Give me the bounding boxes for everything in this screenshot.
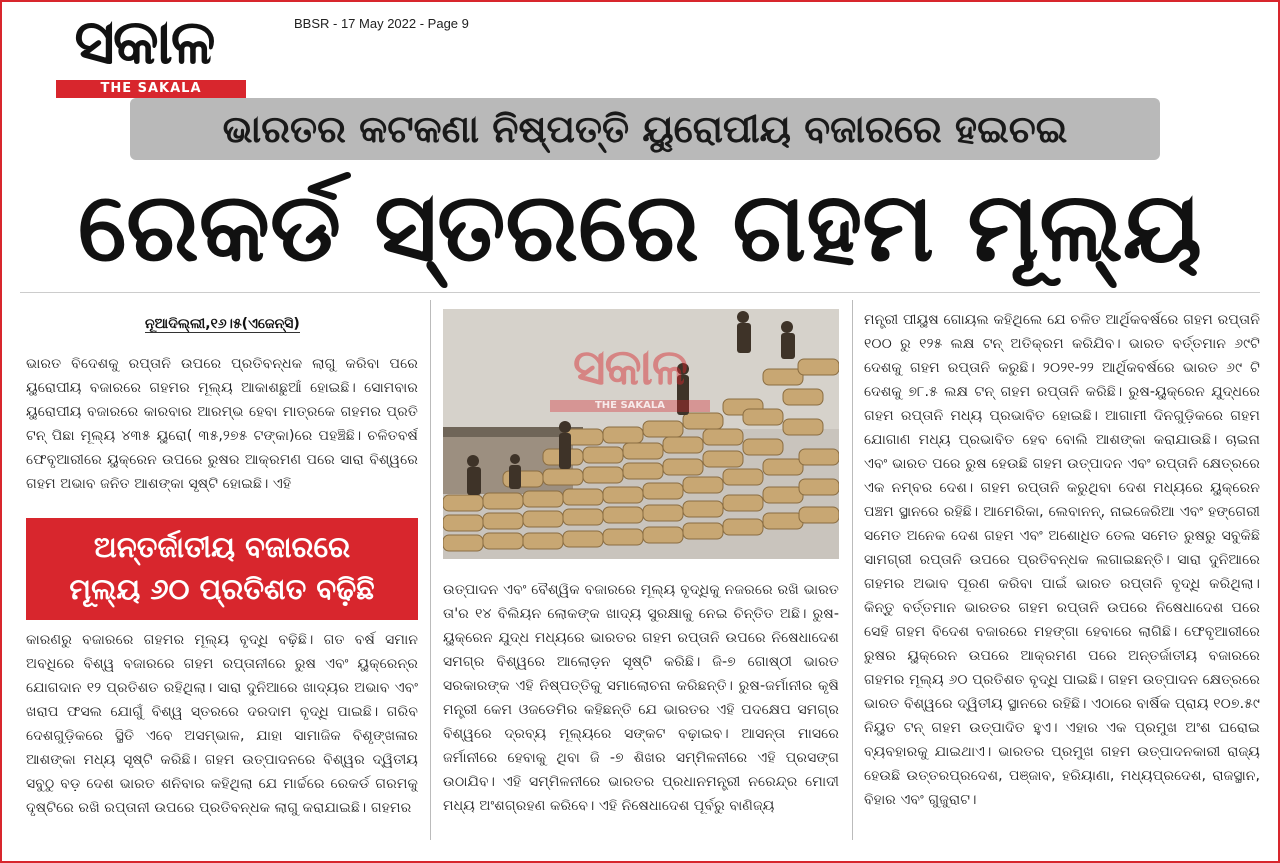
photo-watermark: ସକାଳ bbox=[572, 338, 688, 396]
column-1-top bbox=[26, 352, 418, 512]
sakala-logo bbox=[4, 4, 284, 96]
kicker-banner bbox=[130, 98, 1160, 160]
main-headline: ରେକର୍ଡ ସ୍ତରରେ ଗହମ ମୂଲ୍ୟ bbox=[78, 171, 1202, 283]
highlight-line-1: ଅନ୍ତର୍ଜାତୀୟ ବଜାରରେ bbox=[93, 530, 351, 564]
logo-wordmark: ସକାଳ bbox=[74, 5, 214, 78]
headline-rule bbox=[20, 292, 1260, 293]
column-1-top-text: ଭାରତ ବିଦେଶକୁ ରପ୍ତାନି ଉପରେ ପ୍ରତିବନ୍ଧକ ଲାଗୁ କରିବା ପରେ ୟୁରୋପୀୟ ବଜାରରେ ଗହମର ମୂଲ୍ୟ ଆକାଶଛୁଆଁ ହୋଇଛି। ସୋମବାର ୟୁରୋପୀୟ ବଜାରରେ କାରବାର ଆରମ୍ଭ ହେବା ମାତ୍ରକେ ଗହମର ପ୍ରତି ଟନ୍ ପିଛା ମୂଲ୍ୟ ୪୩୫ ୟୁରୋ( ୩୫,୨୭୫ ଟଙ୍କା)ରେ ପହଞ୍ଚିଛି। ଚଳିତବର୍ଷ ଫେବୃଆରୀରେ ୟୁକ୍ରେନ ଉପରେ ରୁଷର ଆକ୍ରମଣ ପରେ ସାରା ବିଶ୍ୱରେ ଗହମ ଅଭାବ ଜନିତ ଆଶଙ୍କା ସୃଷ୍ଟି ହୋଇଛି। ଏହି bbox=[26, 356, 418, 492]
column-2 bbox=[443, 578, 839, 842]
column-3 bbox=[864, 308, 1260, 844]
highlight-line-2: ମୂଲ୍ୟ ୬୦ ପ୍ରତିଶତ ବଢ଼ିଛି bbox=[69, 572, 375, 606]
column-divider-2 bbox=[852, 300, 853, 840]
column-1-bottom-text: କାରଣରୁ ବଜାରରେ ଗହମର ମୂଲ୍ୟ ବୃଦ୍ଧି ବଢ଼ିଛି। ଗତ ବର୍ଷ ସମାନ ଅବଧିରେ ବିଶ୍ୱ ବଜାରରେ ଗହମ ରପ୍ତାନୀରେ ରୁଷ ଏବଂ ୟୁକ୍ରେନ୍‌ର ଯୋଗଦାନ ୧୨ ପ୍ରତିଶତ ରହିଥିଲା। ସାରା ଦୁନିଆରେ ଖାଦ୍ୟର ଅଭାବ ଏବଂ ଖରାପ ଫସଲ ଯୋଗୁଁ ବିଶ୍ୱ ସ୍ତରରେ ଦରଦାମ ବୃଦ୍ଧି ପାଇଛି। ଗରିବ ଦେଶଗୁଡ଼ିକରେ ସ୍ଥିତି ଏବେ ଅସମ୍ଭାଳ, ଯାହା ସାମାଜିକ ବିଶୃଙ୍ଖଳାର ଆଶଙ୍କା ମଧ୍ୟ ସୃଷ୍ଟି କରିଛି। ଗହମ ଉତ୍ପାଦନରେ ବିଶ୍ୱର ଦ୍ୱିତୀୟ ସବୁଠୁ ବଡ଼ ଦେଶ ଭାରତ ଶନିବାର କହିଥିଲା ଯେ ମାର୍ଚ୍ଚରେ ରେକର୍ଡ ଗରମକୁ ଦୃଷ୍ଟିରେ ରଖି ରପ୍ତାନୀ ଉପରେ ପ୍ରତିବନ୍ଧକ ଲାଗୁ କରାଯାଇଛି। ଗହମର bbox=[26, 632, 418, 816]
edition-dateline: BBSR - 17 May 2022 - Page 9 bbox=[294, 16, 469, 31]
column-2-text: ଉତ୍ପାଦନ ଏବଂ ବୈଶ୍ୱିକ ବଜାରରେ ମୂଲ୍ୟ ବୃଦ୍ଧିକୁ ନଜରରେ ରଖି ଭାରତ ତା'ର ୧୪ ବିଲିୟନ ଲୋକଙ୍କ ଖାଦ୍ୟ ସୁରକ୍ଷାକୁ ନେଇ ଚିନ୍ତିତ ଅଛି। ରୁଷ-ୟୁକ୍ରେନ ଯୁଦ୍ଧ ମଧ୍ୟରେ ଭାରତର ଗହମ ରପ୍ତାନି ଉପରେ ନିଷେଧାଦେଶ ସମଗ୍ର ବିଶ୍ୱରେ ଆଲୋଡ଼ନ ସୃଷ୍ଟି କରିଛି। ଜି-୭ ଗୋଷ୍ଠୀ ଭାରତ ସରକାରଙ୍କ ଏହି ନିଷ୍ପତ୍ତିକୁ ସମାଲୋଚନା କରିଛନ୍ତି। ରୁଷ-ଜର୍ମାନୀର କୃଷି ମନ୍ତ୍ରୀ କେମ ଓଜଡେମିର କହିଛନ୍ତି ଯେ ଭାରତର ଏହି ପଦକ୍ଷେପ ସମଗ୍ର ବିଶ୍ୱରେ ଦ୍ରବ୍ୟ ମୂଲ୍ୟରେ ସଙ୍କଟ ବଢ଼ାଇବ। ଆସନ୍ତା ମାସରେ ଜର୍ମାନୀରେ ହେବାକୁ ଥିବା ଜି -୭ ଶିଖର ସମ୍ମିଳନୀରେ ଏହି ପ୍ରସଙ୍ଗ ଉଠାଯିବ। ଏହି ସମ୍ମିଳନୀରେ ଭାରତର ପ୍ରଧାନମନ୍ତ୍ରୀ ନରେନ୍ଦ୍ର ମୋଦୀ ମଧ୍ୟ ଅଂଶଗ୍ରହଣ କରିବେ। ଏହି ନିଷେଧାଦେଶ ପୂର୍ବରୁ ବାଣିଜ୍ୟ bbox=[443, 582, 839, 814]
photo-watermark-sub: THE SAKALA bbox=[550, 400, 710, 412]
logo-subtitle: THE SAKALA bbox=[100, 81, 202, 96]
column-3-text: ମନ୍ତ୍ରୀ ପୀୟୁଷ ଗୋୟଲ କହିଥିଲେ ଯେ ଚଳିତ ଆର୍ଥିକବର୍ଷରେ ଗହମ ରପ୍ତାନି ୧୦୦ ରୁ ୧୨୫ ଲକ୍ଷ ଟନ୍ ଅତିକ୍ରମ କରିଯିବ। ଭାରତ ବର୍ତ୍ତମାନ ୬୯ଟି ଦେଶକୁ ଗହମ ରପ୍ତାନି କରୁଛି। ୨୦୨୧-୨୨ ଆର୍ଥିକବର୍ଷରେ ଭାରତ ୬୯ ଟି ଦେଶକୁ ୭୮.୫ ଲକ୍ଷ ଟନ୍ ଗହମ ରପ୍ତାନି କରିଛି। ରୁଷ-ୟୁକ୍ରେନ ଯୁଦ୍ଧରେ ଗହମ ରପ୍ତାନି ମଧ୍ୟ ପ୍ରଭାବିତ ହୋଇଛି। ଆଗାମୀ ଦିନଗୁଡ଼ିକରେ ଗହମ ଯୋଗାଣ ମଧ୍ୟ ପ୍ରଭାବିତ ହେବ ବୋଲି ଆଶଙ୍କା କରାଯାଉଛି। ଚାଇନା ଏବଂ ଭାରତ ପରେ ରୁଷ ହେଉଛି ଗହମ ଉତ୍ପାଦନ ଏବଂ ରପ୍ତାନି କ୍ଷେତ୍ରରେ ଏକ ନମ୍ବର ଦେଶ। ଗହମ ରପ୍ତାନି କରୁଥିବା ଦେଶ ମଧ୍ୟରେ ୟୁକ୍ରେନ ପଞ୍ଚମ ସ୍ଥାନରେ ରହିଛି। ଆମେରିକା, ଲେବାନନ୍, ନାଇଜେରିଆ ଏବଂ ହଙ୍ଗେରୀ ସମେତ ଅନେକ ଦେଶ ଗହମ ଏବଂ ଅଶୋଧିତ ତେଲ ସମେତ ରୁଷରୁ ସବୁକିଛି ସାମଗ୍ରୀ ରପ୍ତାନି ଉପରେ ପ୍ରତିବନ୍ଧକ ଲଗାଇଛନ୍ତି। ସାରା ଦୁନିଆରେ ଗହମର ଅଭାବ ପୂରଣ କରିବା ପାଇଁ ଭାରତ ରପ୍ତାନି ବୃଦ୍ଧି କରିଥିଲା। କିନ୍ତୁ ବର୍ତ୍ତମାନ ଭାରତର ଗହମ ରପ୍ତାନି ଉପରେ ନିଷେଧାଦେଶ ପରେ ସେହି ଗହମ ବିଦେଶ ବଜାରରେ ମହଙ୍ଗା ହେବାରେ ଲାଗିଛି। ଫେବୃଆରୀରେ ରୁଷର ୟୁକ୍ରେନ ଉପରେ ଆକ୍ରମଣ ପରେ ଅନ୍ତର୍ଜାତୀୟ ବଜାରରେ ଗହମର ମୂଲ୍ୟ ୬୦ ପ୍ରତିଶତ ବୃଦ୍ଧି ପାଇଛି। ଗହମ ଉତ୍ପାଦନ କ୍ଷେତ୍ରରେ ଭାରତ ବିଶ୍ୱରେ ଦ୍ୱିତୀୟ ସ୍ଥାନରେ ରହିଛି। ଏଠାରେ ବାର୍ଷିକ ପ୍ରାୟ ୧୦୭.୫୯ ନିୟୁତ ଟନ୍ ଗହମ ଉତ୍ପାଦିତ ହୁଏ। ଏହାର ଏକ ପ୍ରମୁଖ ଅଂଶ ଘରୋଇ ବ୍ୟବହାରକୁ ଯାଇଥାଏ। ଭାରତର ପ୍ରମୁଖ ଗହମ ଉତ୍ପାଦନକାରୀ ରାଜ୍ୟ ହେଉଛି ଉତ୍ତରପ୍ରଦେଶ, ପଞ୍ଜାବ, ହରିୟାଣା, ମଧ୍ୟପ୍ରଦେଶ, ରାଜସ୍ଥାନ, ବିହାର ଏବଂ ଗୁଜୁରାଟ। bbox=[864, 312, 1260, 808]
kicker-text: ଭାରତର କଟକଣା ନିଷ୍ପତ୍ତି ୟୁରୋପୀୟ ବଜାରରେ ହଇଚଇ bbox=[222, 107, 1068, 151]
column-divider-1 bbox=[430, 300, 431, 840]
highlight-box bbox=[26, 518, 418, 620]
column-1-bottom bbox=[26, 628, 418, 844]
byline: ନୂଆଦିଲ୍ଲୀ,୧୬।୫(ଏଜେନ୍ସି) bbox=[145, 316, 300, 332]
